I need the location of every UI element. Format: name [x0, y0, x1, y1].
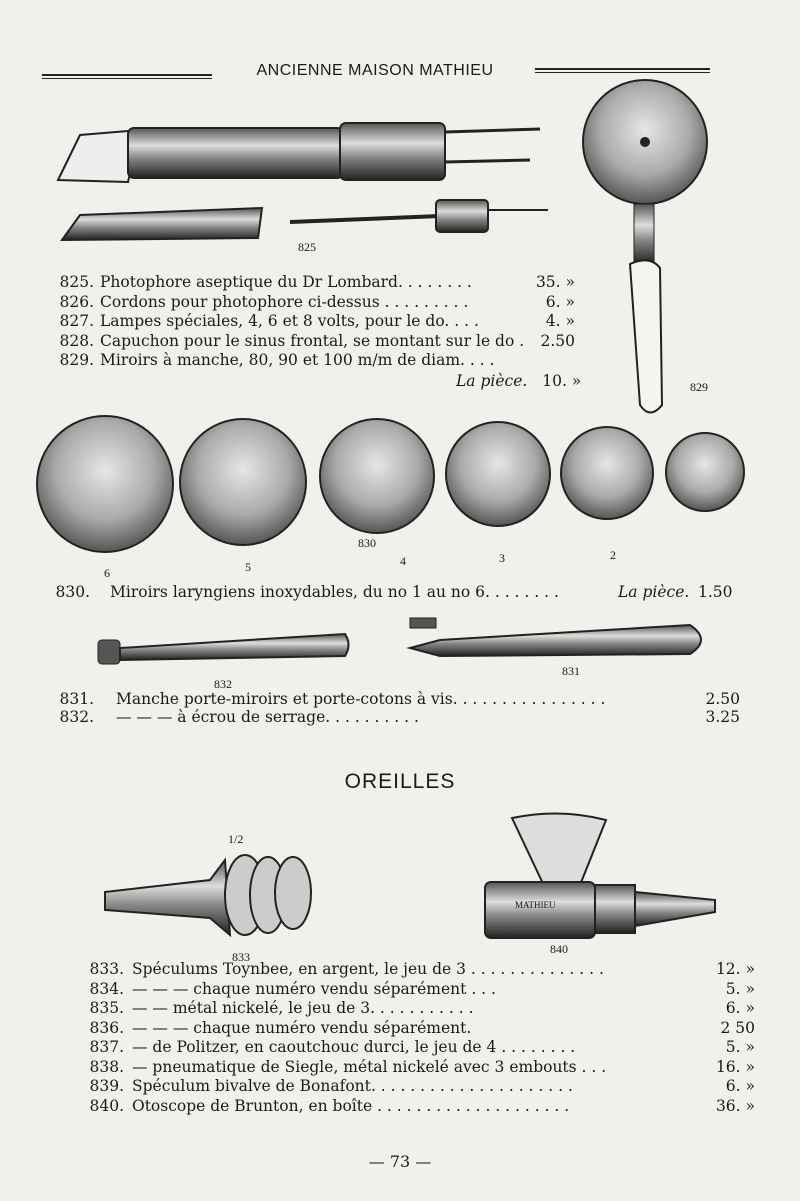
price: 2.50 — [540, 331, 575, 350]
price: 1.50 — [698, 583, 733, 601]
mirror-num-6: 6 — [104, 566, 110, 580]
item-number: 834. — [89, 979, 124, 998]
laryngeal-mirrors-illustration — [37, 416, 744, 552]
item-number: 830. — [55, 583, 90, 601]
toynbee-specula-illustration — [105, 855, 311, 935]
price: 4. » — [545, 312, 575, 330]
item-number: 836. — [89, 1018, 124, 1037]
item-description: — — métal nickelé, le jeu de 3. . . . . . . . . . . — [132, 999, 474, 1017]
mirror-num-3: 3 — [499, 551, 505, 565]
mirror-num-5: 5 — [245, 560, 251, 574]
item-description: — — — à écrou de serrage. . . . . . . . . . — [116, 708, 419, 726]
price: 36. » — [715, 1096, 755, 1115]
price: 3.25 — [705, 708, 740, 726]
price: 6. » — [545, 292, 575, 311]
fig-label-830: 830 — [358, 536, 376, 550]
section-title-oreilles: OREILLES — [344, 770, 456, 793]
price: 12. » — [715, 960, 755, 978]
fig-label-840: 840 — [550, 942, 568, 956]
item-description: Miroirs laryngiens inoxydables, du no 1 au no 6. . . . . . . . — [110, 583, 559, 601]
item-description: Miroirs à manche, 80, 90 et 100 m/m de diam. . . . — [100, 351, 495, 369]
fig-label-829: 829 — [690, 380, 708, 394]
item-number: 835. — [89, 999, 124, 1017]
item-description: — pneumatique de Siegle, métal nickelé avec 3 embouts . . . — [132, 1057, 607, 1076]
price: 10. » — [542, 372, 582, 390]
price: 5. » — [725, 979, 755, 998]
hand-mirror-illustration — [583, 80, 707, 413]
item-description: Capuchon pour le sinus frontal, se montant sur le do . — [100, 331, 525, 350]
item-number: 839. — [89, 1077, 124, 1095]
item-description: Spéculum bivalve de Bonafont. . . . . . . . . . . . . . . . . . . . . — [132, 1077, 573, 1095]
price: 35. » — [535, 273, 575, 291]
item-number: 833. — [89, 960, 124, 978]
item-description: Manche porte-miroirs et porte-cotons à vis. . . . . . . . . . . . . . . . — [116, 690, 606, 708]
fig-label-831: 831 — [562, 664, 580, 678]
list-item-829-unit — [456, 372, 581, 390]
item-description: Lampes spéciales, 4, 6 et 8 volts, pour le do. . . . — [100, 312, 479, 330]
item-number: 828. — [59, 331, 94, 350]
price: 5. » — [725, 1038, 755, 1056]
mirror-num-4: 4 — [400, 554, 406, 568]
item-number: 832. — [59, 708, 94, 726]
price: 6. » — [725, 1077, 755, 1095]
mirror-num-2: 2 — [610, 548, 616, 562]
item-number: 826. — [59, 292, 94, 311]
fig-label-832: 832 — [214, 677, 232, 691]
item-description: — — — chaque numéro vendu séparément . . . — [132, 979, 496, 998]
fig-label-825: 825 — [298, 240, 316, 254]
price: 2 50 — [720, 1018, 755, 1037]
item-description: Spéculums Toynbee, en argent, le jeu de 3 . . . . . . . . . . . . . . — [132, 960, 604, 978]
item-number: 838. — [89, 1057, 124, 1076]
item-number: 831. — [59, 690, 94, 708]
item-description: Otoscope de Brunton, en boîte . . . . . . . . . . . . . . . . . . . . — [132, 1096, 570, 1115]
otoscope-illustration — [485, 813, 715, 938]
item-description: Photophore aseptique du Dr Lombard. . . . . . . . — [100, 273, 472, 291]
item-description: — — — chaque numéro vendu séparément. — [132, 1018, 472, 1037]
page-number: — 73 — — [368, 1152, 432, 1171]
item-number: 825. — [59, 273, 94, 291]
price: 16. » — [715, 1057, 755, 1076]
item-description: Cordons pour photophore ci-dessus . . . . . . . . . — [100, 292, 469, 311]
item-description: — de Politzer, en caoutchouc durci, le jeu de 4 . . . . . . . . — [132, 1038, 576, 1056]
item-number: 840. — [89, 1096, 124, 1115]
fig-label-833: 833 — [232, 950, 250, 964]
item-number: 837. — [89, 1038, 124, 1056]
unit-label: La pièce. — [456, 372, 528, 390]
photophore-illustration — [58, 123, 548, 240]
item-number: 827. — [59, 312, 94, 330]
price: 6. » — [725, 999, 755, 1017]
price: 2.50 — [705, 690, 740, 708]
brand-label: MATHIEU — [515, 900, 556, 910]
unit-label: La pièce. — [618, 583, 690, 601]
fraction-label: 1/2 — [228, 832, 244, 846]
page-header: ANCIENNE MAISON MATHIEU — [256, 62, 494, 79]
handles-illustration — [98, 618, 701, 664]
item-number: 829. — [59, 351, 94, 369]
